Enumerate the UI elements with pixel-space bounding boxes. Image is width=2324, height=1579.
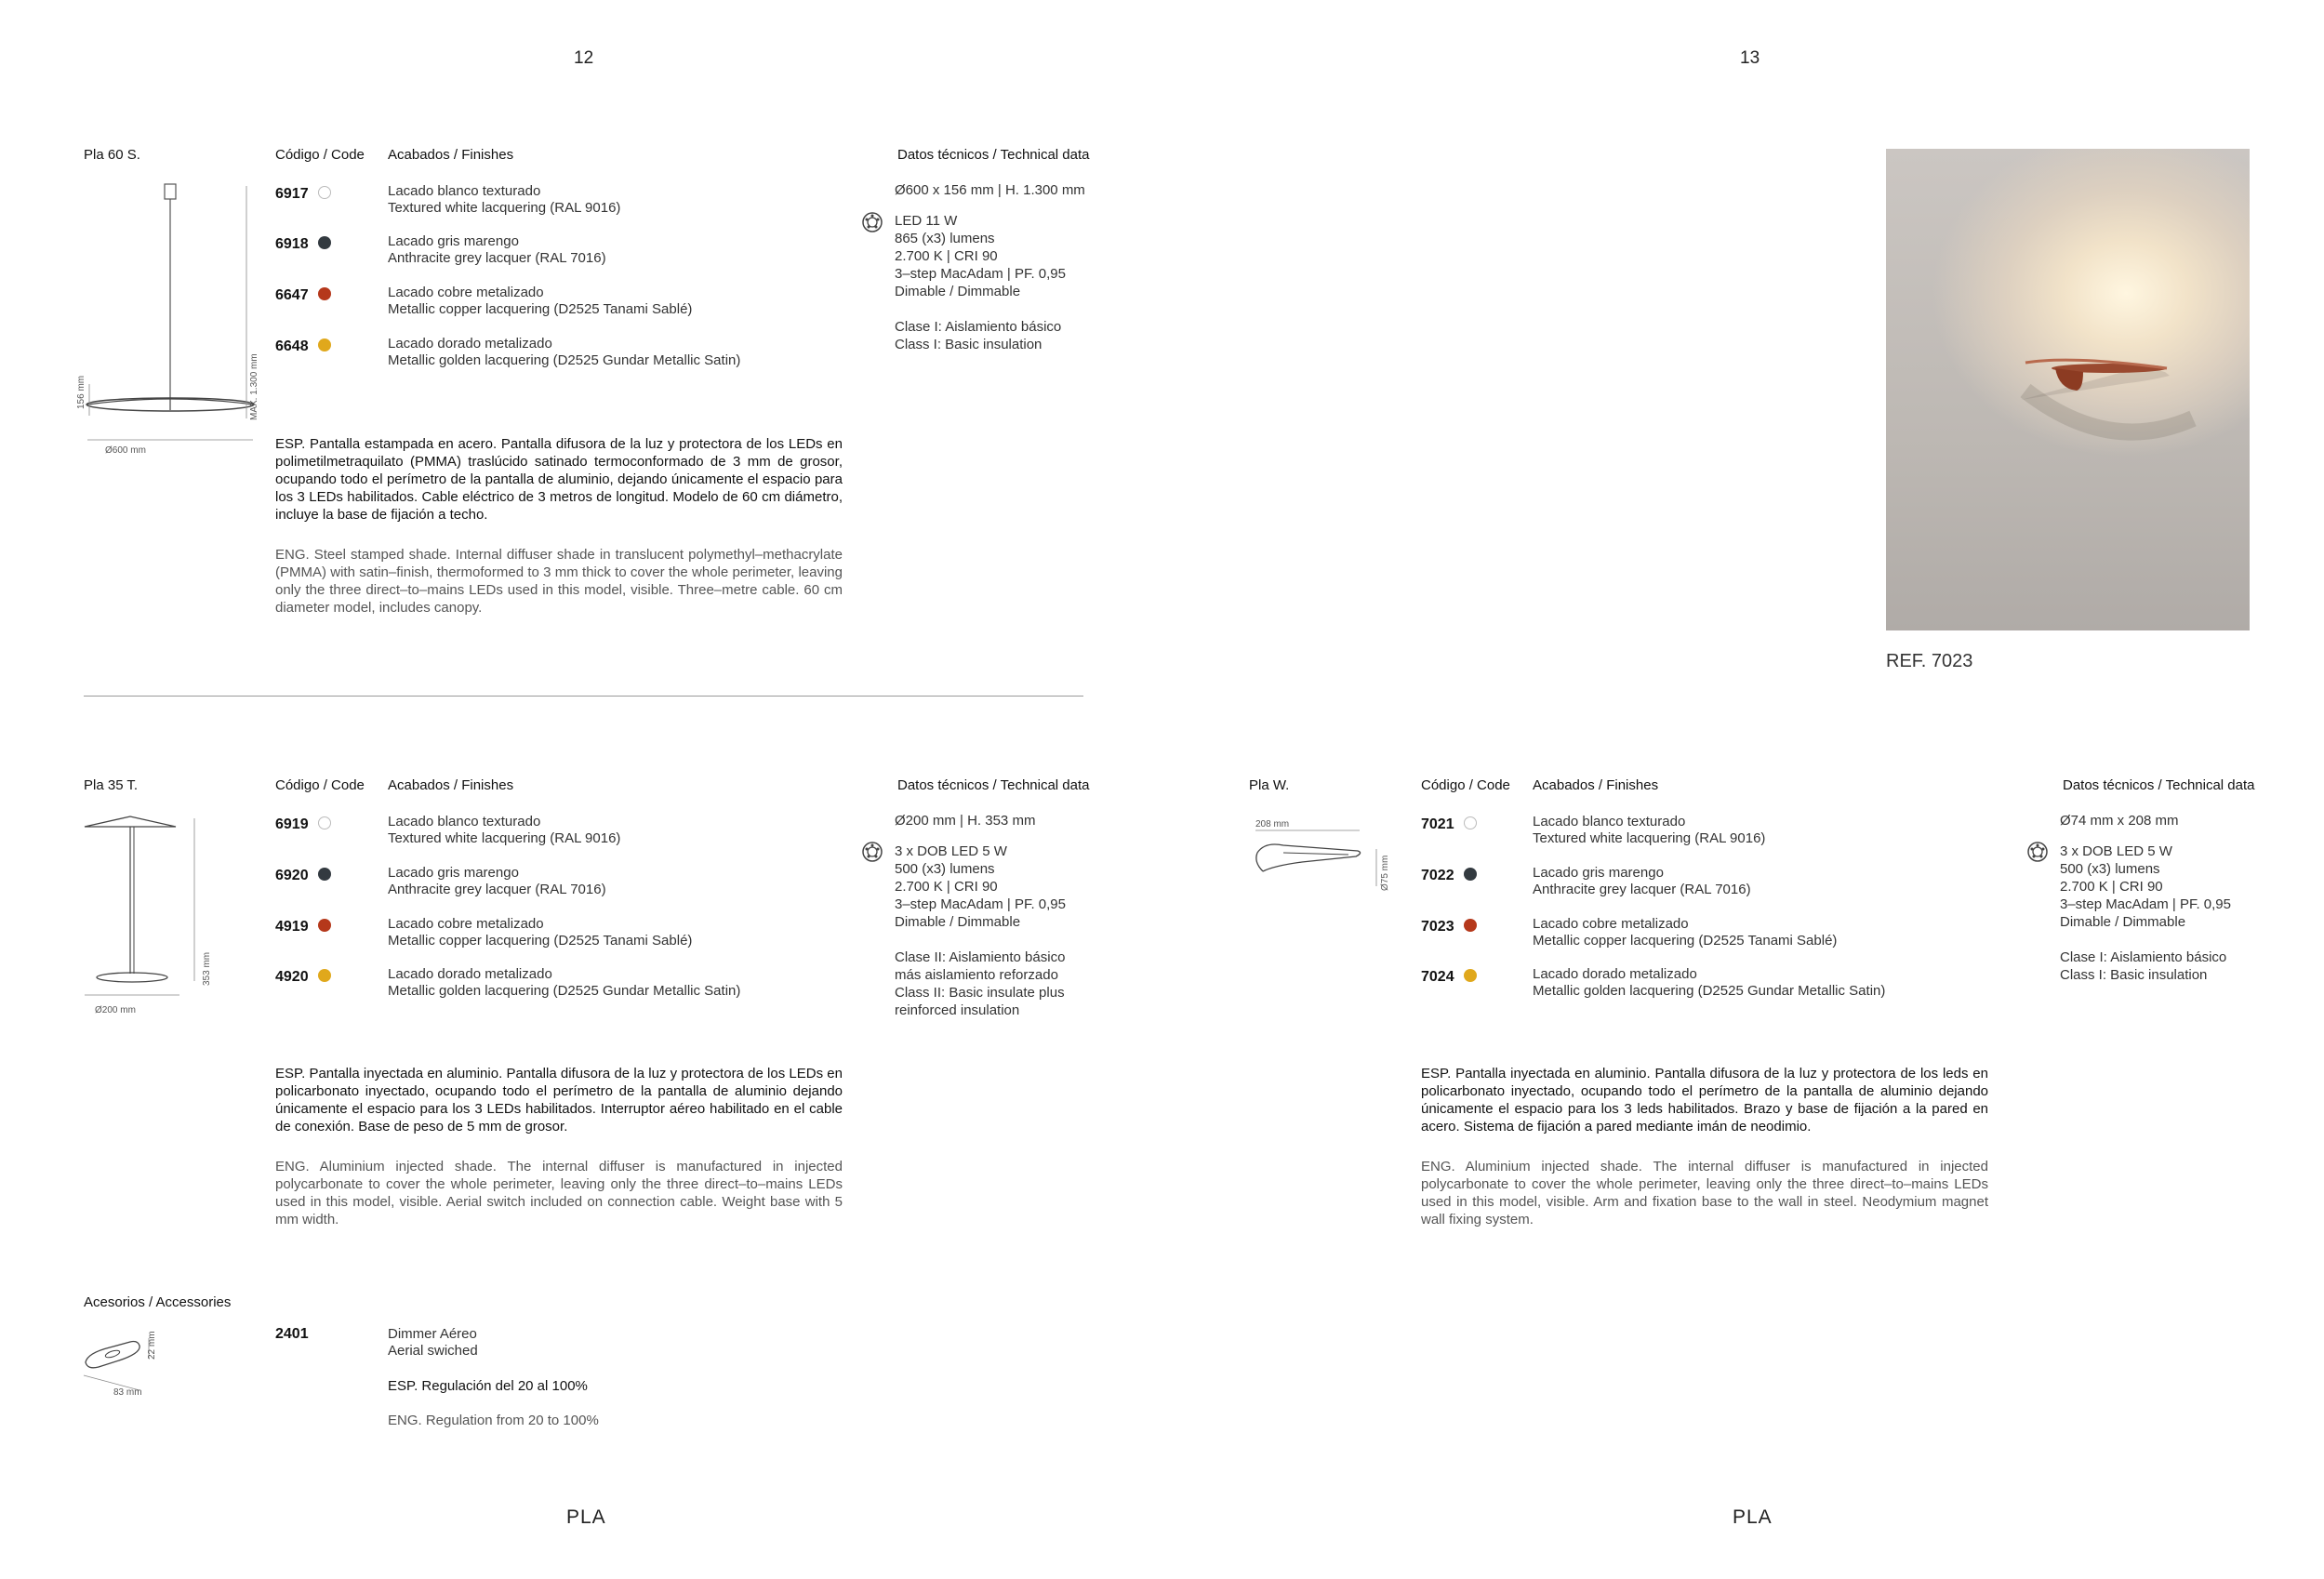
color-swatch-grey <box>318 868 331 881</box>
description-es: ESP. Pantalla inyectada en aluminio. Pantalla difusora de la luz y protectora de los LEDs en policarbonato inyectado, ocupando todo el perímetro de la pantalla de aluminio dejando únicamente el espacio para los 3 LEDs habilitados. Interruptor aéreo habilitado en el cable de conexión. Base de peso de 5 mm de grosor. <box>275 1066 843 1134</box>
accessory-name-es: Dimmer Aéreo <box>388 1326 477 1342</box>
tech-data <box>2060 812 2231 984</box>
finish-code: 6919 <box>275 816 309 832</box>
accessory-description-es: ESP. Regulación del 20 al 100% <box>388 1378 588 1394</box>
finish-name-en: Textured white lacquering (RAL 9016) <box>388 830 621 846</box>
code-header: Código / Code <box>1421 777 1510 793</box>
color-swatch-grey <box>1464 868 1477 881</box>
finish-name-es: Lacado dorado metalizado <box>1533 966 1697 982</box>
tech-line: 3–step MacAdam | PF. 0,95 <box>2060 896 2231 912</box>
accessory-code: 2401 <box>275 1326 309 1342</box>
finish-name-es: Lacado blanco texturado <box>388 183 541 199</box>
color-swatch-golden <box>1464 969 1477 982</box>
tech-line: Clase I: Aislamiento básico <box>895 319 1062 335</box>
tech-line: 3–step MacAdam | PF. 0,95 <box>895 266 1066 282</box>
finish-name-es: Lacado dorado metalizado <box>388 966 552 982</box>
finish-name-es: Lacado cobre metalizado <box>388 285 544 300</box>
finish-code: 7023 <box>1421 919 1454 935</box>
dim-total-height: MAX. 1.300 mm <box>249 353 259 420</box>
finish-name-es: Lacado gris marengo <box>388 865 519 881</box>
product-name: Pla 35 T. <box>84 777 139 793</box>
led-icon <box>861 211 883 233</box>
product-name: Pla 60 S. <box>84 147 140 163</box>
finish-name-es: Lacado blanco texturado <box>388 814 541 829</box>
description-en: ENG. Aluminium injected shade. The internal diffuser is manufactured in injected polycarbonate to cover the whole perimeter, leaving only the three direct–to–mains LEDs used in this model, visible. Aerial switch included on connection cable. Weight base with 5 mm width. <box>275 1159 843 1227</box>
tech-line: Dimable / Dimmable <box>895 914 1021 930</box>
pendant-lamp-drawing <box>74 181 270 460</box>
tech-line: Clase II: Aislamiento básico <box>895 949 1066 965</box>
color-swatch-white <box>1464 816 1477 829</box>
tech-line: Clase I: Aislamiento básico <box>2060 949 2227 965</box>
tech-line: Class I: Basic insulation <box>895 337 1042 352</box>
dim-height: 156 mm <box>76 375 86 409</box>
tech-line: 3 x DOB LED 5 W <box>2060 843 2172 859</box>
tech-line: 2.700 K | CRI 90 <box>895 248 998 264</box>
tech-line: Ø600 x 156 mm | H. 1.300 mm <box>895 182 1085 198</box>
tech-line: 3 x DOB LED 5 W <box>895 843 1007 859</box>
finish-code: 7022 <box>1421 868 1454 883</box>
tech-line: Ø74 mm x 208 mm <box>2060 813 2179 829</box>
finish-code: 7024 <box>1421 969 1454 985</box>
finish-name-en: Textured white lacquering (RAL 9016) <box>388 200 621 216</box>
wall-lamp-photo-illustration <box>1886 149 2250 630</box>
color-swatch-grey <box>318 236 331 249</box>
finish-code: 4920 <box>275 969 309 985</box>
finish-code: 6917 <box>275 186 309 202</box>
tech-line: LED 11 W <box>895 213 958 229</box>
finish-code: 7021 <box>1421 816 1454 832</box>
tech-line: 2.700 K | CRI 90 <box>895 879 998 895</box>
description-en: ENG. Steel stamped shade. Internal diffuser shade in translucent polymethyl–methacrylate (PMMA) with satin–finish, thermoformed to 3 mm thick to cover the whole perimeter, leaving only the three direct–to–mains LEDs used in this model, visible. Three–metre cable. 60 cm diameter model, includes canopy. <box>275 547 843 616</box>
accessory-name-en: Aerial swiched <box>388 1343 478 1359</box>
dim-width: 83 mm <box>113 1387 142 1398</box>
dim-diameter: Ø600 mm <box>105 445 146 456</box>
description-es: ESP. Pantalla inyectada en aluminio. Pantalla difusora de la luz y protectora de los leds en policarbonato inyectado, ocupando todo el perímetro de la pantalla de aluminio dejando únicamente el espacio para los 3 leds habilitados. Brazo y base de fijación a la pared en acero. Sistema de fijación a pared mediante imán de neodimio. <box>1421 1066 1988 1134</box>
tech-line: reinforced insulation <box>895 1002 1020 1018</box>
tech-line: 2.700 K | CRI 90 <box>2060 879 2163 895</box>
tech-header: Datos técnicos / Technical data <box>897 777 1090 793</box>
color-swatch-golden <box>318 969 331 982</box>
color-swatch-golden <box>318 338 331 352</box>
tech-line: 500 (x3) lumens <box>2060 861 2160 877</box>
finish-code: 6647 <box>275 287 309 303</box>
finish-name-es: Lacado dorado metalizado <box>388 336 552 352</box>
product-photo <box>1886 149 2250 630</box>
dim-height: 353 mm <box>202 951 212 986</box>
brand-footer-left: PLA <box>566 1506 606 1528</box>
photo-ref: REF. 7023 <box>1886 651 1973 671</box>
color-swatch-copper <box>1464 919 1477 932</box>
color-swatch-copper <box>318 287 331 300</box>
finish-name-en: Anthracite grey lacquer (RAL 7016) <box>1533 882 1751 897</box>
dim-diameter: Ø200 mm <box>95 1005 136 1015</box>
finish-code: 6648 <box>275 338 309 354</box>
tech-line: 865 (x3) lumens <box>895 231 995 246</box>
page-number-left: 12 <box>574 48 594 68</box>
dim-height: 22 mm <box>147 1331 157 1360</box>
finish-name-es: Lacado blanco texturado <box>1533 814 1686 829</box>
description-en: ENG. Aluminium injected shade. The internal diffuser is manufactured in injected polycarbonate to cover the whole perimeter, leaving only the three direct–to–mains LEDs used in this model, visible. Arm and fixation base to the wall in steel. Neodymium magnet wall fixing system. <box>1421 1159 1988 1227</box>
section-divider <box>84 696 1083 697</box>
tech-line: Ø200 mm | H. 353 mm <box>895 813 1036 829</box>
brand-footer-right: PLA <box>1733 1506 1773 1528</box>
code-header: Código / Code <box>275 147 365 163</box>
finish-code: 6920 <box>275 868 309 883</box>
led-icon <box>861 841 883 863</box>
color-swatch-white <box>318 816 331 829</box>
finishes-header: Acabados / Finishes <box>1533 777 1659 793</box>
tech-header: Datos técnicos / Technical data <box>897 147 1090 163</box>
finish-name-en: Metallic golden lacquering (D2525 Gundar Metallic Satin) <box>388 983 741 999</box>
tech-line: 3–step MacAdam | PF. 0,95 <box>895 896 1066 912</box>
finish-name-es: Lacado cobre metalizado <box>388 916 544 932</box>
tech-line: Dimable / Dimmable <box>2060 914 2186 930</box>
table-lamp-drawing <box>79 814 209 1009</box>
finish-name-en: Anthracite grey lacquer (RAL 7016) <box>388 882 606 897</box>
finish-name-en: Anthracite grey lacquer (RAL 7016) <box>388 250 606 266</box>
finish-name-en: Metallic golden lacquering (D2525 Gundar Metallic Satin) <box>388 352 741 368</box>
tech-line: 500 (x3) lumens <box>895 861 995 877</box>
finish-name-es: Lacado gris marengo <box>1533 865 1664 881</box>
tech-line: Dimable / Dimmable <box>895 284 1021 299</box>
color-swatch-white <box>318 186 331 199</box>
finish-code: 4919 <box>275 919 309 935</box>
finishes-header: Acabados / Finishes <box>388 147 514 163</box>
dim-height: Ø75 mm <box>1380 855 1390 891</box>
accessory-description-en: ENG. Regulation from 20 to 100% <box>388 1413 599 1428</box>
finish-name-en: Metallic copper lacquering (D2525 Tanami Sablé) <box>388 933 693 949</box>
tech-data <box>895 181 1085 353</box>
tech-line: más aislamiento reforzado <box>895 967 1058 983</box>
finish-name-es: Lacado cobre metalizado <box>1533 916 1689 932</box>
tech-header: Datos técnicos / Technical data <box>2063 777 2255 793</box>
finish-name-en: Metallic copper lacquering (D2525 Tanami Sablé) <box>1533 933 1838 949</box>
led-icon <box>2026 841 2049 863</box>
finishes-header: Acabados / Finishes <box>388 777 514 793</box>
finish-name-en: Metallic copper lacquering (D2525 Tanami Sablé) <box>388 301 693 317</box>
product-name: Pla W. <box>1249 777 1290 793</box>
tech-line: Class II: Basic insulate plus <box>895 985 1065 1001</box>
code-header: Código / Code <box>275 777 365 793</box>
tech-data <box>895 812 1066 1019</box>
dim-width: 208 mm <box>1255 819 1290 829</box>
wall-lamp-drawing <box>1246 823 1395 907</box>
description-es: ESP. Pantalla estampada en acero. Pantalla difusora de la luz y protectora de los LEDs en polimetilmetraquilato (PMMA) traslúcido satinado termoconformado de 3 mm de grosor, ocupando todo el perímetro de la pantalla de aluminio, dejando únicamente el espacio para los 3 LEDs habilitados. Cable eléctrico de 3 metros de longitud. Modelo de 60 cm diámetro, incluye la base de fijación a techo. <box>275 436 843 523</box>
page-number-right: 13 <box>1740 48 1760 68</box>
tech-line: Class I: Basic insulation <box>2060 967 2208 983</box>
finish-name-es: Lacado gris marengo <box>388 233 519 249</box>
finish-code: 6918 <box>275 236 309 252</box>
finish-name-en: Metallic golden lacquering (D2525 Gundar Metallic Satin) <box>1533 983 1886 999</box>
color-swatch-copper <box>318 919 331 932</box>
accessories-title: Acesorios / Accessories <box>84 1294 232 1310</box>
finish-name-en: Textured white lacquering (RAL 9016) <box>1533 830 1766 846</box>
